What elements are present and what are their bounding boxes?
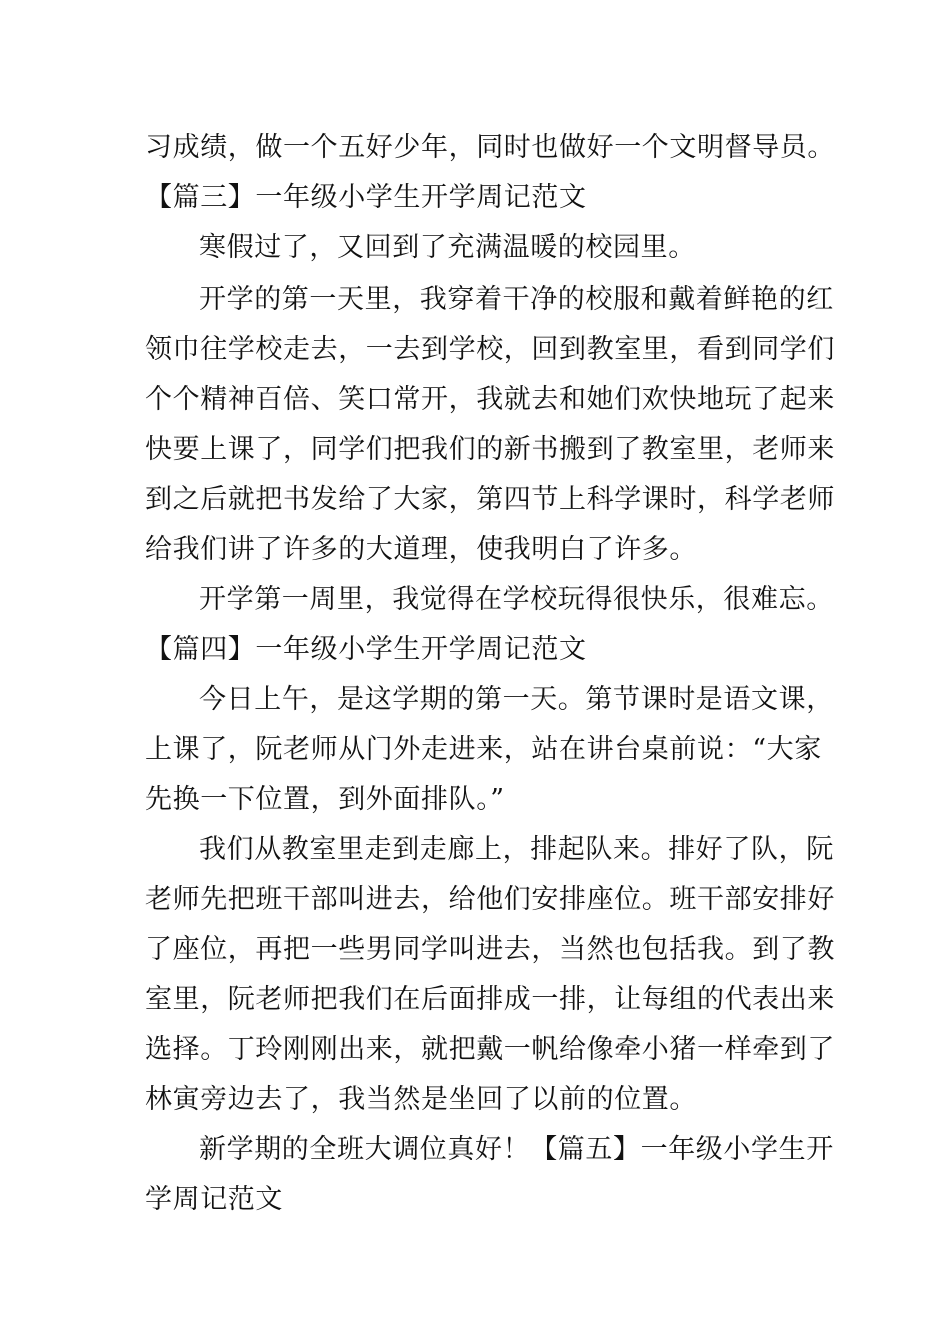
- paragraph-line: 开学的第一天里，我穿着干净的校服和戴着鲜艳的红: [199, 284, 834, 315]
- paragraph-line: 今日上午，是这学期的第一天。第节课时是语文课，: [199, 684, 834, 715]
- text-line: 个个精神百倍、笑口常开，我就去和她们欢快地玩了起来: [145, 384, 835, 415]
- text-line: 领巾往学校走去，一去到学校，回到教室里，看到同学们: [145, 334, 835, 365]
- text-line: 林寅旁边去了，我当然是坐回了以前的位置。: [145, 1084, 697, 1115]
- text-line: 快要上课了，同学们把我们的新书搬到了教室里，老师来: [145, 434, 835, 465]
- text-line: 室里，阮老师把我们在后面排成一排，让每组的代表出来: [145, 984, 835, 1015]
- text-line: 上课了，阮老师从门外走进来，站在讲台桌前说：“大家: [145, 734, 822, 765]
- text-line: 老师先把班干部叫进去，给他们安排座位。班干部安排好: [145, 884, 835, 915]
- section-heading: 【篇四】一年级小学生开学周记范文: [145, 634, 587, 665]
- paragraph-line: 新学期的全班大调位真好！【篇五】一年级小学生开: [199, 1134, 834, 1165]
- paragraph-line: 我们从教室里走到走廊上，排起队来。排好了队，阮: [199, 834, 834, 865]
- text-line: 习成绩，做一个五好少年，同时也做好一个文明督导员。: [145, 132, 835, 163]
- text-line: 了座位，再把一些男同学叫进去，当然也包括我。到了教: [145, 934, 835, 965]
- section-heading: 【篇三】一年级小学生开学周记范文: [145, 182, 587, 213]
- text-line: 学周记范文: [145, 1184, 283, 1215]
- text-line: 先换一下位置，到外面排队。”: [145, 784, 505, 815]
- text-line: 选择。丁玲刚刚出来，就把戴一帆给像牵小猪一样牵到了: [145, 1034, 835, 1065]
- paragraph-line: 寒假过了，又回到了充满温暖的校园里。: [199, 232, 696, 263]
- text-line: 给我们讲了许多的大道理，使我明白了许多。: [145, 534, 697, 565]
- text-line: 到之后就把书发给了大家，第四节上科学课时，科学老师: [145, 484, 835, 515]
- paragraph-line: 开学第一周里，我觉得在学校玩得很快乐，很难忘。: [199, 584, 834, 615]
